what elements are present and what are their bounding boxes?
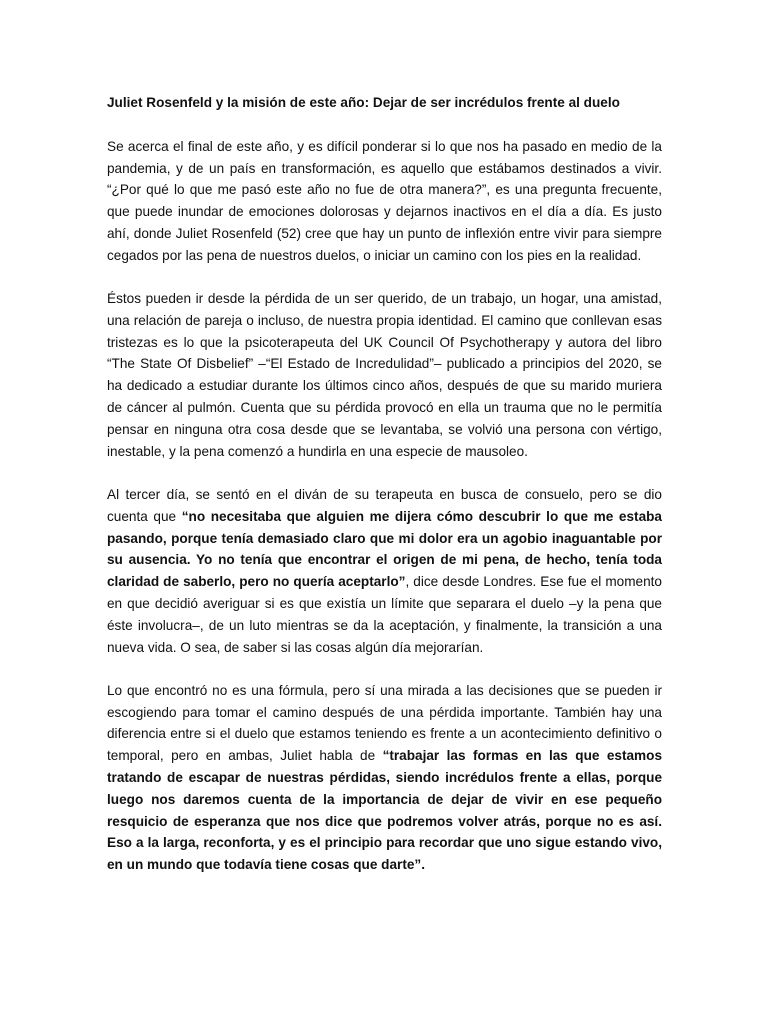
paragraph-text: Al tercer día, se sentó en el diván de su terapeuta en busca de consuelo, pero se dio cuenta que (107, 486, 662, 524)
paragraph-1 (107, 136, 662, 267)
paragraph-4 (107, 680, 662, 876)
paragraph-text: Éstos pueden ir desde la pérdida de un ser querido, de un trabajo, un hogar, una amistad, una relación de pareja o incluso, de nuestra propia identidad. El camino que conllevan esas tristezas es lo que la psicoterapeuta del UK Council Of Psychotherapy y autora del libro “The State Of Disbelief” –“El Estado de Incredulidad”– publicado a principios del 2020, se ha dedicado a estudiar durante los últimos cinco años, después de que su marido muriera de cáncer al pulmón. Cuenta que su pérdida provocó en ella un trauma que no le permitía pensar en ninguna otra cosa desde que se levantaba, se volvió una persona con vértigo, inestable, y la pena comenzó a hundirla en una especie de mausoleo. (107, 291, 662, 459)
document-page (107, 92, 662, 898)
bold-quote: “no necesitaba que alguien me dijera cómo descubrir lo que me estaba pasando, porque tenía demasiado claro que mi dolor era un agobio inaguantable por su ausencia. Yo no tenía que encontrar el origen de mi pena, de hecho, tenía toda claridad de saberlo, pero no quería aceptarlo” (107, 508, 662, 590)
paragraph-text: Se acerca el final de este año, y es difícil ponderar si lo que nos ha pasado en medio de la pandemia, y de un país en transformación, es aquello que estábamos destinados a vivir. “¿Por qué lo que me pasó este año no fue de otra manera?”, es una pregunta frecuente, que puede inundar de emociones dolorosas y dejarnos inactivos en el día a día. Es justo ahí, donde Juliet Rosenfeld (52) cree que hay un punto de inflexión entre vivir para siempre cegados por las pena de nuestros duelos, o iniciar un camino con los pies en la realidad. (107, 138, 662, 263)
document-title: Juliet Rosenfeld y la misión de este año: Dejar de ser incrédulos frente al duelo (107, 95, 620, 110)
paragraph-3 (107, 484, 662, 658)
paragraph-text: Lo que encontró no es una fórmula, pero sí una mirada a las decisiones que se pueden ir escogiendo para tomar el camino después de una pérdida importante. También hay una diferencia entre si el duelo que estamos teniendo es frente a un acontecimiento definitivo o temporal, pero en ambas, Juliet habla de (107, 682, 662, 764)
paragraph-2 (107, 288, 662, 462)
bold-quote: “trabajar las formas en las que estamos tratando de escapar de nuestras pérdidas, siendo incrédulos frente a ellas, porque luego nos daremos cuenta de la importancia de dejar de vivir en ese pequeño resquicio de esperanza que nos dice que podremos volver atrás, porque no es así. Eso a la larga, reconforta, y es el principio para recordar que uno sigue estando vivo, en un mundo que todavía tiene cosas que darte”. (107, 748, 663, 873)
paragraph-text: , dice desde Londres. Ese fue el momento en que decidió averiguar si es que existía un límite que separara el duelo –y la pena que éste involucra–, de un luto mientras se da la aceptación, y finalmente, la transición a una nueva vida. O sea, de saber si las cosas algún día mejorarían. (107, 574, 662, 655)
